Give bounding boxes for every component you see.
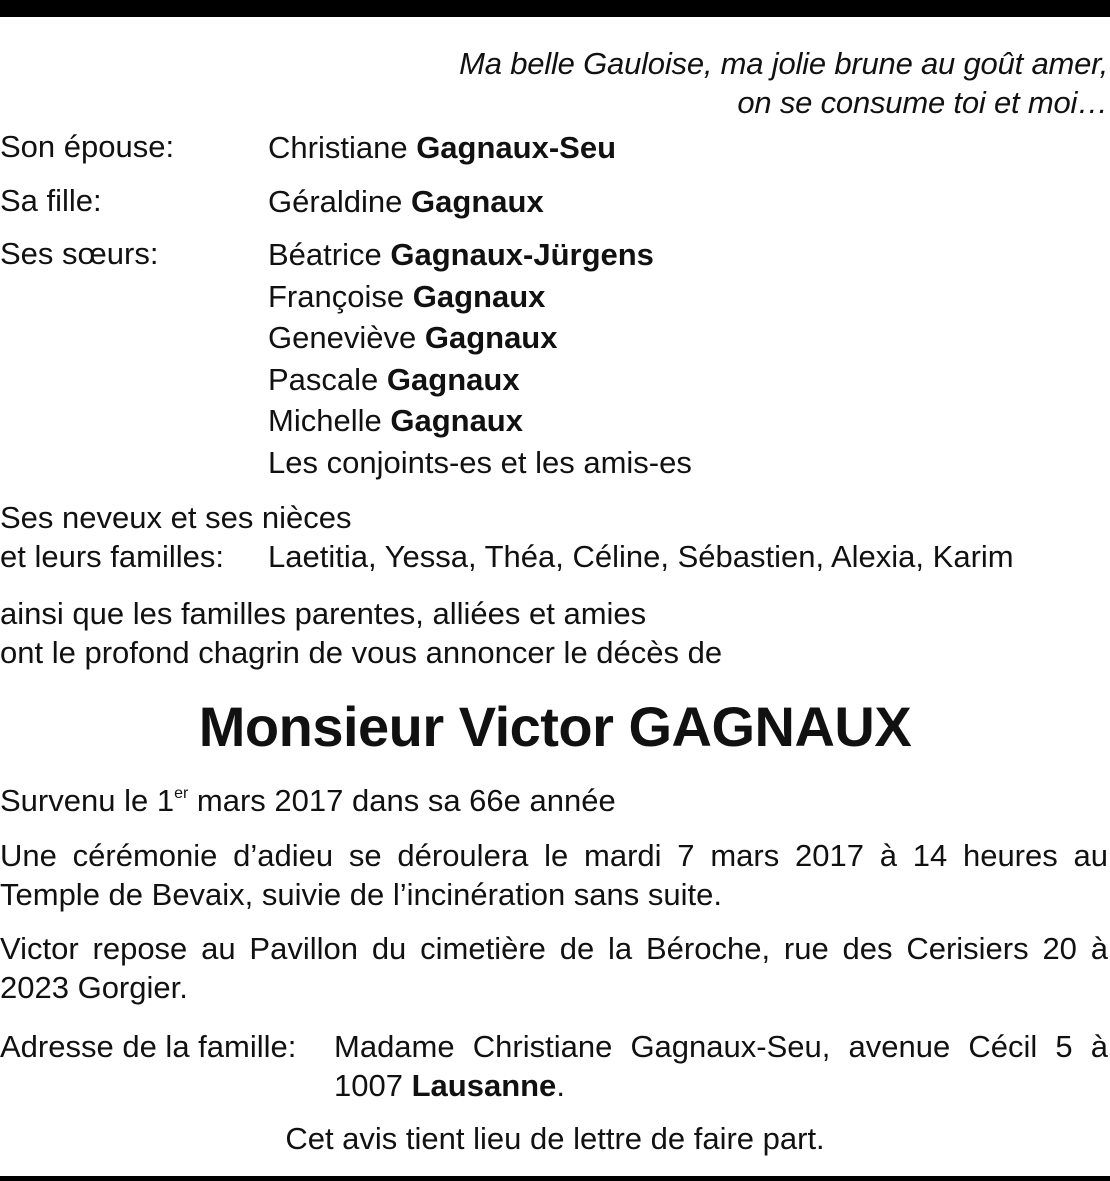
relative-name <box>268 442 692 484</box>
surname: Gagnaux-Seu <box>416 130 617 165</box>
relative-names <box>268 181 544 223</box>
epigraph <box>459 44 1108 122</box>
nephews-block <box>0 498 1110 576</box>
surname: Gagnaux <box>390 403 523 438</box>
first-name: Françoise <box>268 278 405 314</box>
ordinal-superscript: er <box>174 785 189 802</box>
first-name: Pascale <box>268 361 379 397</box>
epigraph-line-1: Ma belle Gauloise, ma jolie brune au goût amer, <box>459 46 1108 81</box>
address-text <box>334 1027 1108 1105</box>
relative-names <box>268 127 616 169</box>
nephews-names: Laetitia, Yessa, Théa, Céline, Sébastien, Alexia, Karim <box>268 539 1014 574</box>
relative-names <box>268 234 692 483</box>
surname: Gagnaux <box>411 184 544 219</box>
relative-name <box>268 359 692 401</box>
relative-name <box>268 276 692 318</box>
death-date-prefix: Survenu le 1 <box>0 783 175 818</box>
relative-name <box>268 181 544 223</box>
resting-place-paragraph: Victor repose au Pavillon du cimetière de la Béroche, rue des Cerisiers 20 à 2023 Gorgier. <box>0 931 1108 1005</box>
nephews-label-line-1: Ses neveux et ses nièces <box>0 500 352 535</box>
announcement-line-1: ainsi que les familles parentes, alliées et amies <box>0 596 647 631</box>
relative-name <box>268 234 692 276</box>
death-date <box>0 781 1110 820</box>
address-end: . <box>556 1068 565 1103</box>
address-street: Madame Christiane Gagnaux-Seu, avenue Cécil 5 à 1007 <box>334 1029 1108 1103</box>
first-name: Michelle <box>268 403 382 438</box>
announcement <box>0 594 1110 672</box>
death-date-suffix: mars 2017 dans sa 66e année <box>188 783 616 818</box>
surname: Gagnaux-Jürgens <box>390 237 654 272</box>
surname: Gagnaux <box>386 361 520 397</box>
first-name: Christiane <box>268 130 408 165</box>
epigraph-line-2: on se consume toi et moi… <box>737 85 1108 120</box>
first-name: Geneviève <box>268 320 417 355</box>
relation-label: Sa fille: <box>0 183 102 218</box>
relative-name <box>268 317 692 359</box>
first-name: Béatrice <box>268 237 382 272</box>
relative-name <box>268 127 616 169</box>
relation-label: Ses sœurs: <box>0 236 159 271</box>
first-name: Les conjoints-es et les amis-es <box>268 444 692 480</box>
surname: Gagnaux <box>412 278 546 314</box>
relation-label: Son épouse: <box>0 129 175 164</box>
address-label: Adresse de la famille: <box>0 1029 297 1064</box>
ceremony-paragraph: Une cérémonie d’adieu se déroulera le mardi 7 mars 2017 à 14 heures au Temple de Bevaix, suivie de l’incinération sans suite. <box>0 838 1108 912</box>
address-city: Lausanne <box>411 1068 557 1103</box>
closing-note: Cet avis tient lieu de lettre de faire part. <box>285 1121 825 1156</box>
nephews-label-line-2: et leurs familles: <box>0 539 224 574</box>
relative-name <box>268 400 692 442</box>
first-name: Géraldine <box>268 184 403 219</box>
deceased-name: Monsieur Victor GAGNAUX <box>198 695 912 758</box>
surname: Gagnaux <box>424 320 558 355</box>
bottom-rule <box>0 1176 1110 1181</box>
announcement-line-2: ont le profond chagrin de vous annoncer le décès de <box>0 635 723 670</box>
